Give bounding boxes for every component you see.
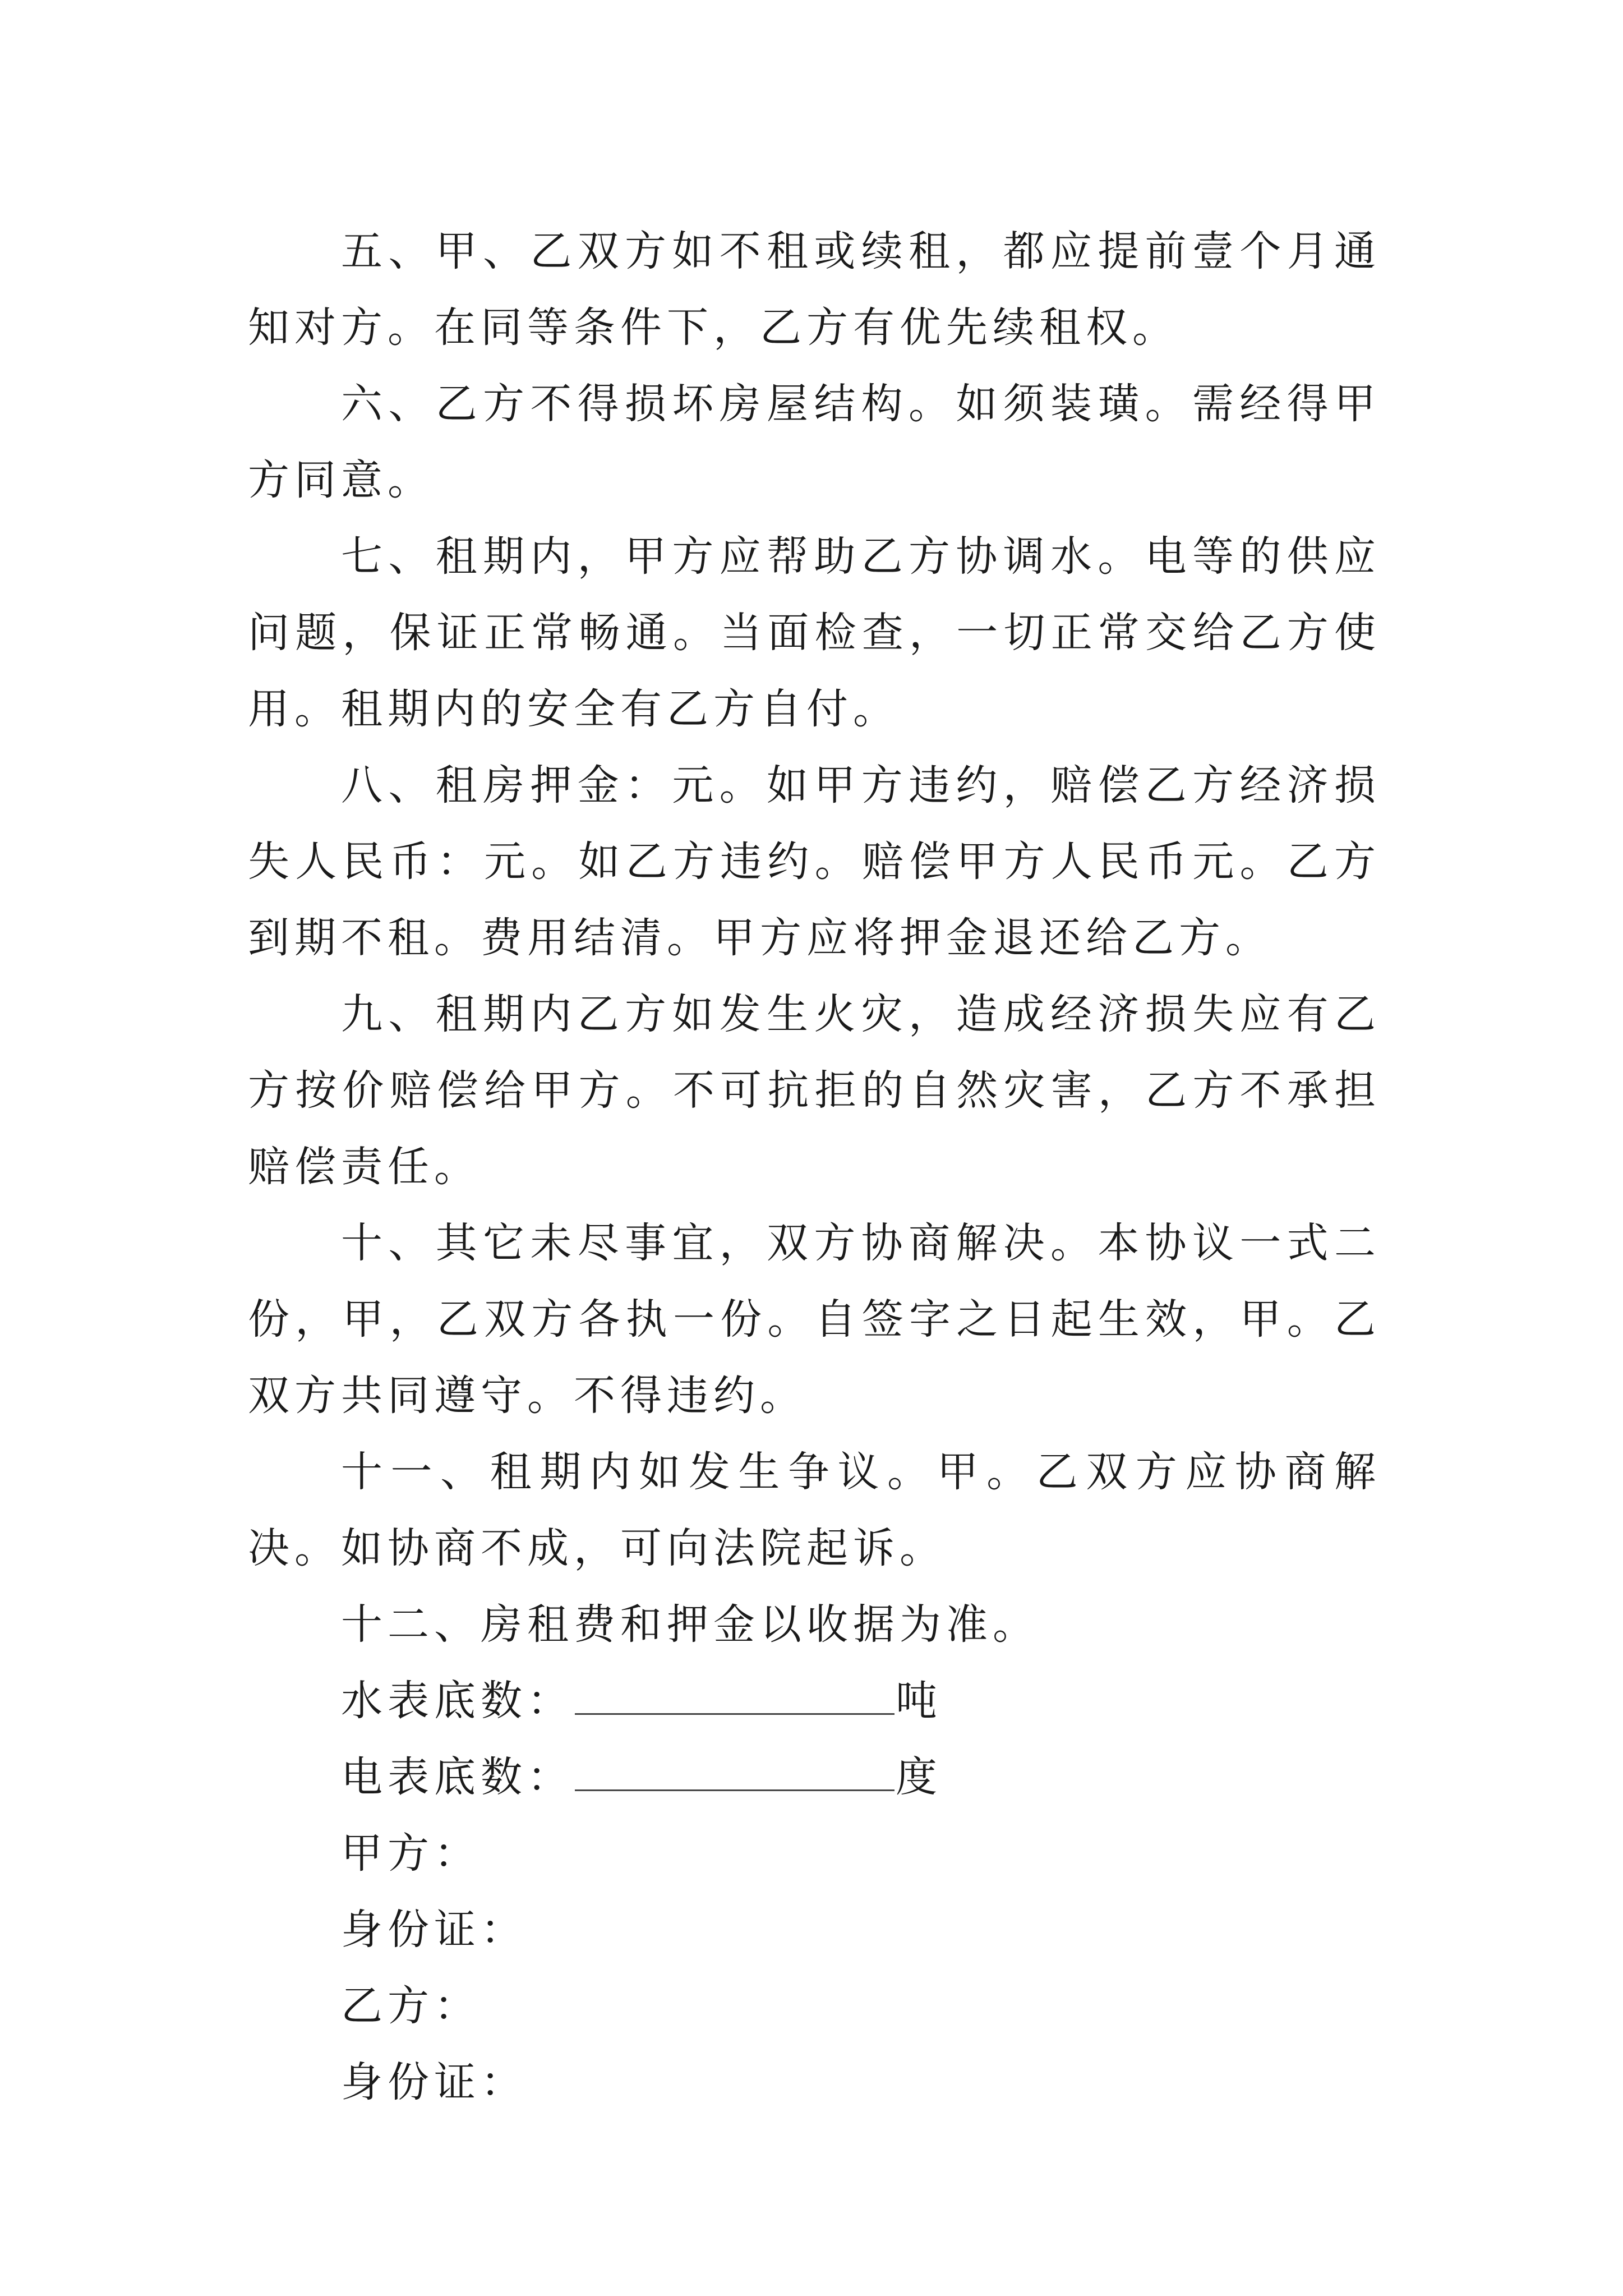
- clause-9: 九、租期内乙方如发生火灾，造成经济损失应有乙方按价赔偿给甲方。不可抗拒的自然灾害，乙方不承担赔偿责任。: [248, 990, 1381, 1191]
- party-a-id-label: 身份证：: [341, 1906, 527, 1954]
- electric-meter-unit: 度: [896, 1753, 942, 1801]
- clause-11: 十一、租期内如发生争议。甲。乙双方应协商解决。如协商不成，可向法院起诉。: [248, 1448, 1381, 1572]
- party-b-id-label: 身份证：: [341, 2058, 527, 2106]
- water-meter-line: [248, 1663, 1381, 1739]
- clause-5: 五、甲、乙双方如不租或续租，都应提前壹个月通知对方。在同等条件下，乙方有优先续租权。: [248, 227, 1381, 352]
- clause-8: 八、租房押金：元。如甲方违约，赔偿乙方经济损失人民币：元。如乙方违约。赔偿甲方人民币元。乙方到期不租。费用结清。甲方应将押金退还给乙方。: [248, 761, 1381, 962]
- electric-meter-blank: [575, 1750, 895, 1791]
- clause-7: 七、租期内，甲方应帮助乙方协调水。电等的供应问题，保证正常畅通。当面检查，一切正常交给乙方使用。租期内的安全有乙方自付。: [248, 532, 1381, 733]
- party-a-label: 甲方：: [341, 1829, 481, 1878]
- clause-6: 六、乙方不得损坏房屋结构。如须装璜。需经得甲方同意。: [248, 380, 1381, 504]
- party-b-label: 乙方：: [341, 1982, 481, 2030]
- electric-meter-line: [248, 1739, 1381, 1815]
- electric-meter-label: 电表底数：: [341, 1753, 574, 1801]
- clause-12: 十二、房租费和押金以收据为准。: [341, 1600, 1039, 1649]
- document-body: [248, 213, 1381, 2120]
- water-meter-label: 水表底数：: [341, 1677, 574, 1725]
- water-meter-blank: [575, 1674, 895, 1715]
- clause-10: 十、其它未尽事宜，双方协商解决。本协议一式二份，甲，乙双方各执一份。自签字之日起生效，甲。乙双方共同遵守。不得违约。: [248, 1219, 1381, 1420]
- water-meter-unit: 吨: [896, 1677, 942, 1725]
